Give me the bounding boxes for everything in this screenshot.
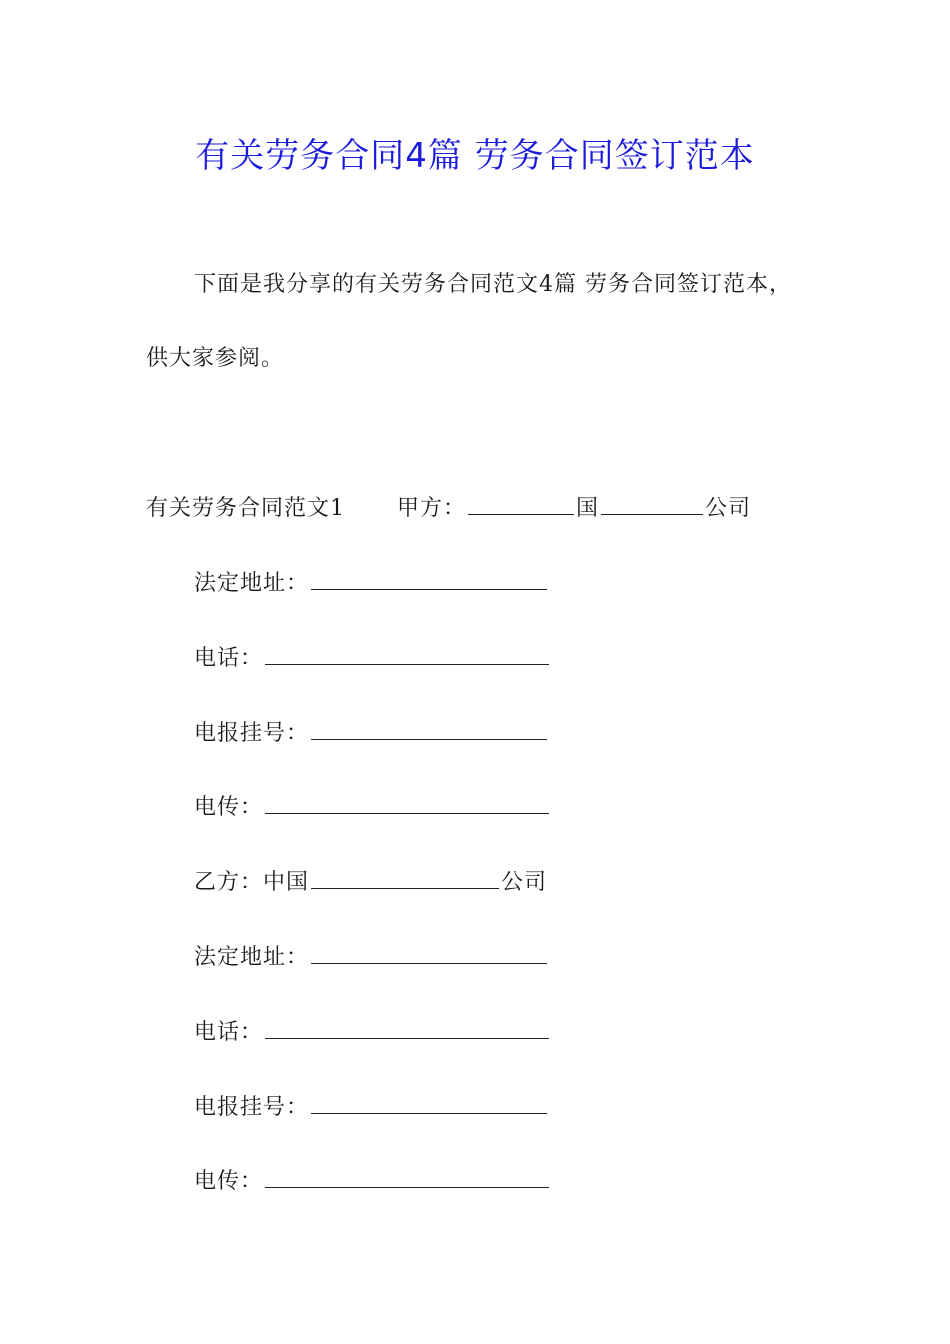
party-a-phone-row [194, 642, 551, 674]
party-b-address-blank [311, 941, 547, 964]
party-a-country-suffix: 国 [576, 496, 600, 521]
party-b-fax-label: 电传： [194, 1169, 264, 1194]
party-a-phone-label: 电话： [194, 646, 264, 671]
party-b-row [194, 866, 547, 898]
party-a-address-label: 法定地址： [194, 571, 310, 596]
party-b-cable-label: 电报挂号： [194, 1095, 310, 1120]
party-b-fax-row [194, 1165, 551, 1197]
party-b-cable-row [194, 1091, 549, 1123]
section-heading-row [146, 492, 751, 524]
party-b-phone-row [194, 1016, 551, 1048]
intro-line-2: 供大家参阅。 [146, 346, 285, 371]
party-a-fax-blank [265, 791, 549, 814]
party-a-cable-label: 电报挂号： [194, 721, 310, 746]
party-b-phone-label: 电话： [194, 1020, 264, 1045]
party-a-address-blank [311, 567, 547, 590]
party-a-cable-blank [311, 717, 547, 740]
party-b-cable-blank [311, 1091, 547, 1114]
party-a-company-suffix: 公司 [705, 496, 752, 521]
party-b-address-row [194, 941, 549, 973]
party-a-phone-blank [265, 642, 549, 665]
party-b-address-label: 法定地址： [194, 945, 310, 970]
party-b-company-blank [311, 866, 499, 889]
party-b-fax-blank [265, 1165, 549, 1188]
party-a-company-blank [601, 492, 703, 515]
intro-line-1: 下面是我分享的有关劳务合同范文4篇 劳务合同签订范本， [194, 272, 792, 297]
party-a-address-row [194, 567, 549, 599]
document-title: 有关劳务合同4篇 劳务合同签订范本 [195, 136, 755, 176]
section-heading: 有关劳务合同范文1 [146, 496, 345, 521]
party-b-company-suffix: 公司 [501, 870, 548, 895]
party-a-country-blank [468, 492, 574, 515]
party-a-fax-row [194, 791, 551, 823]
party-a-cable-row [194, 717, 549, 749]
party-a-label: 甲方： [397, 496, 467, 521]
party-b-label: 乙方：中国 [194, 870, 310, 895]
party-a-fax-label: 电传： [194, 795, 264, 820]
party-b-phone-blank [265, 1016, 549, 1039]
